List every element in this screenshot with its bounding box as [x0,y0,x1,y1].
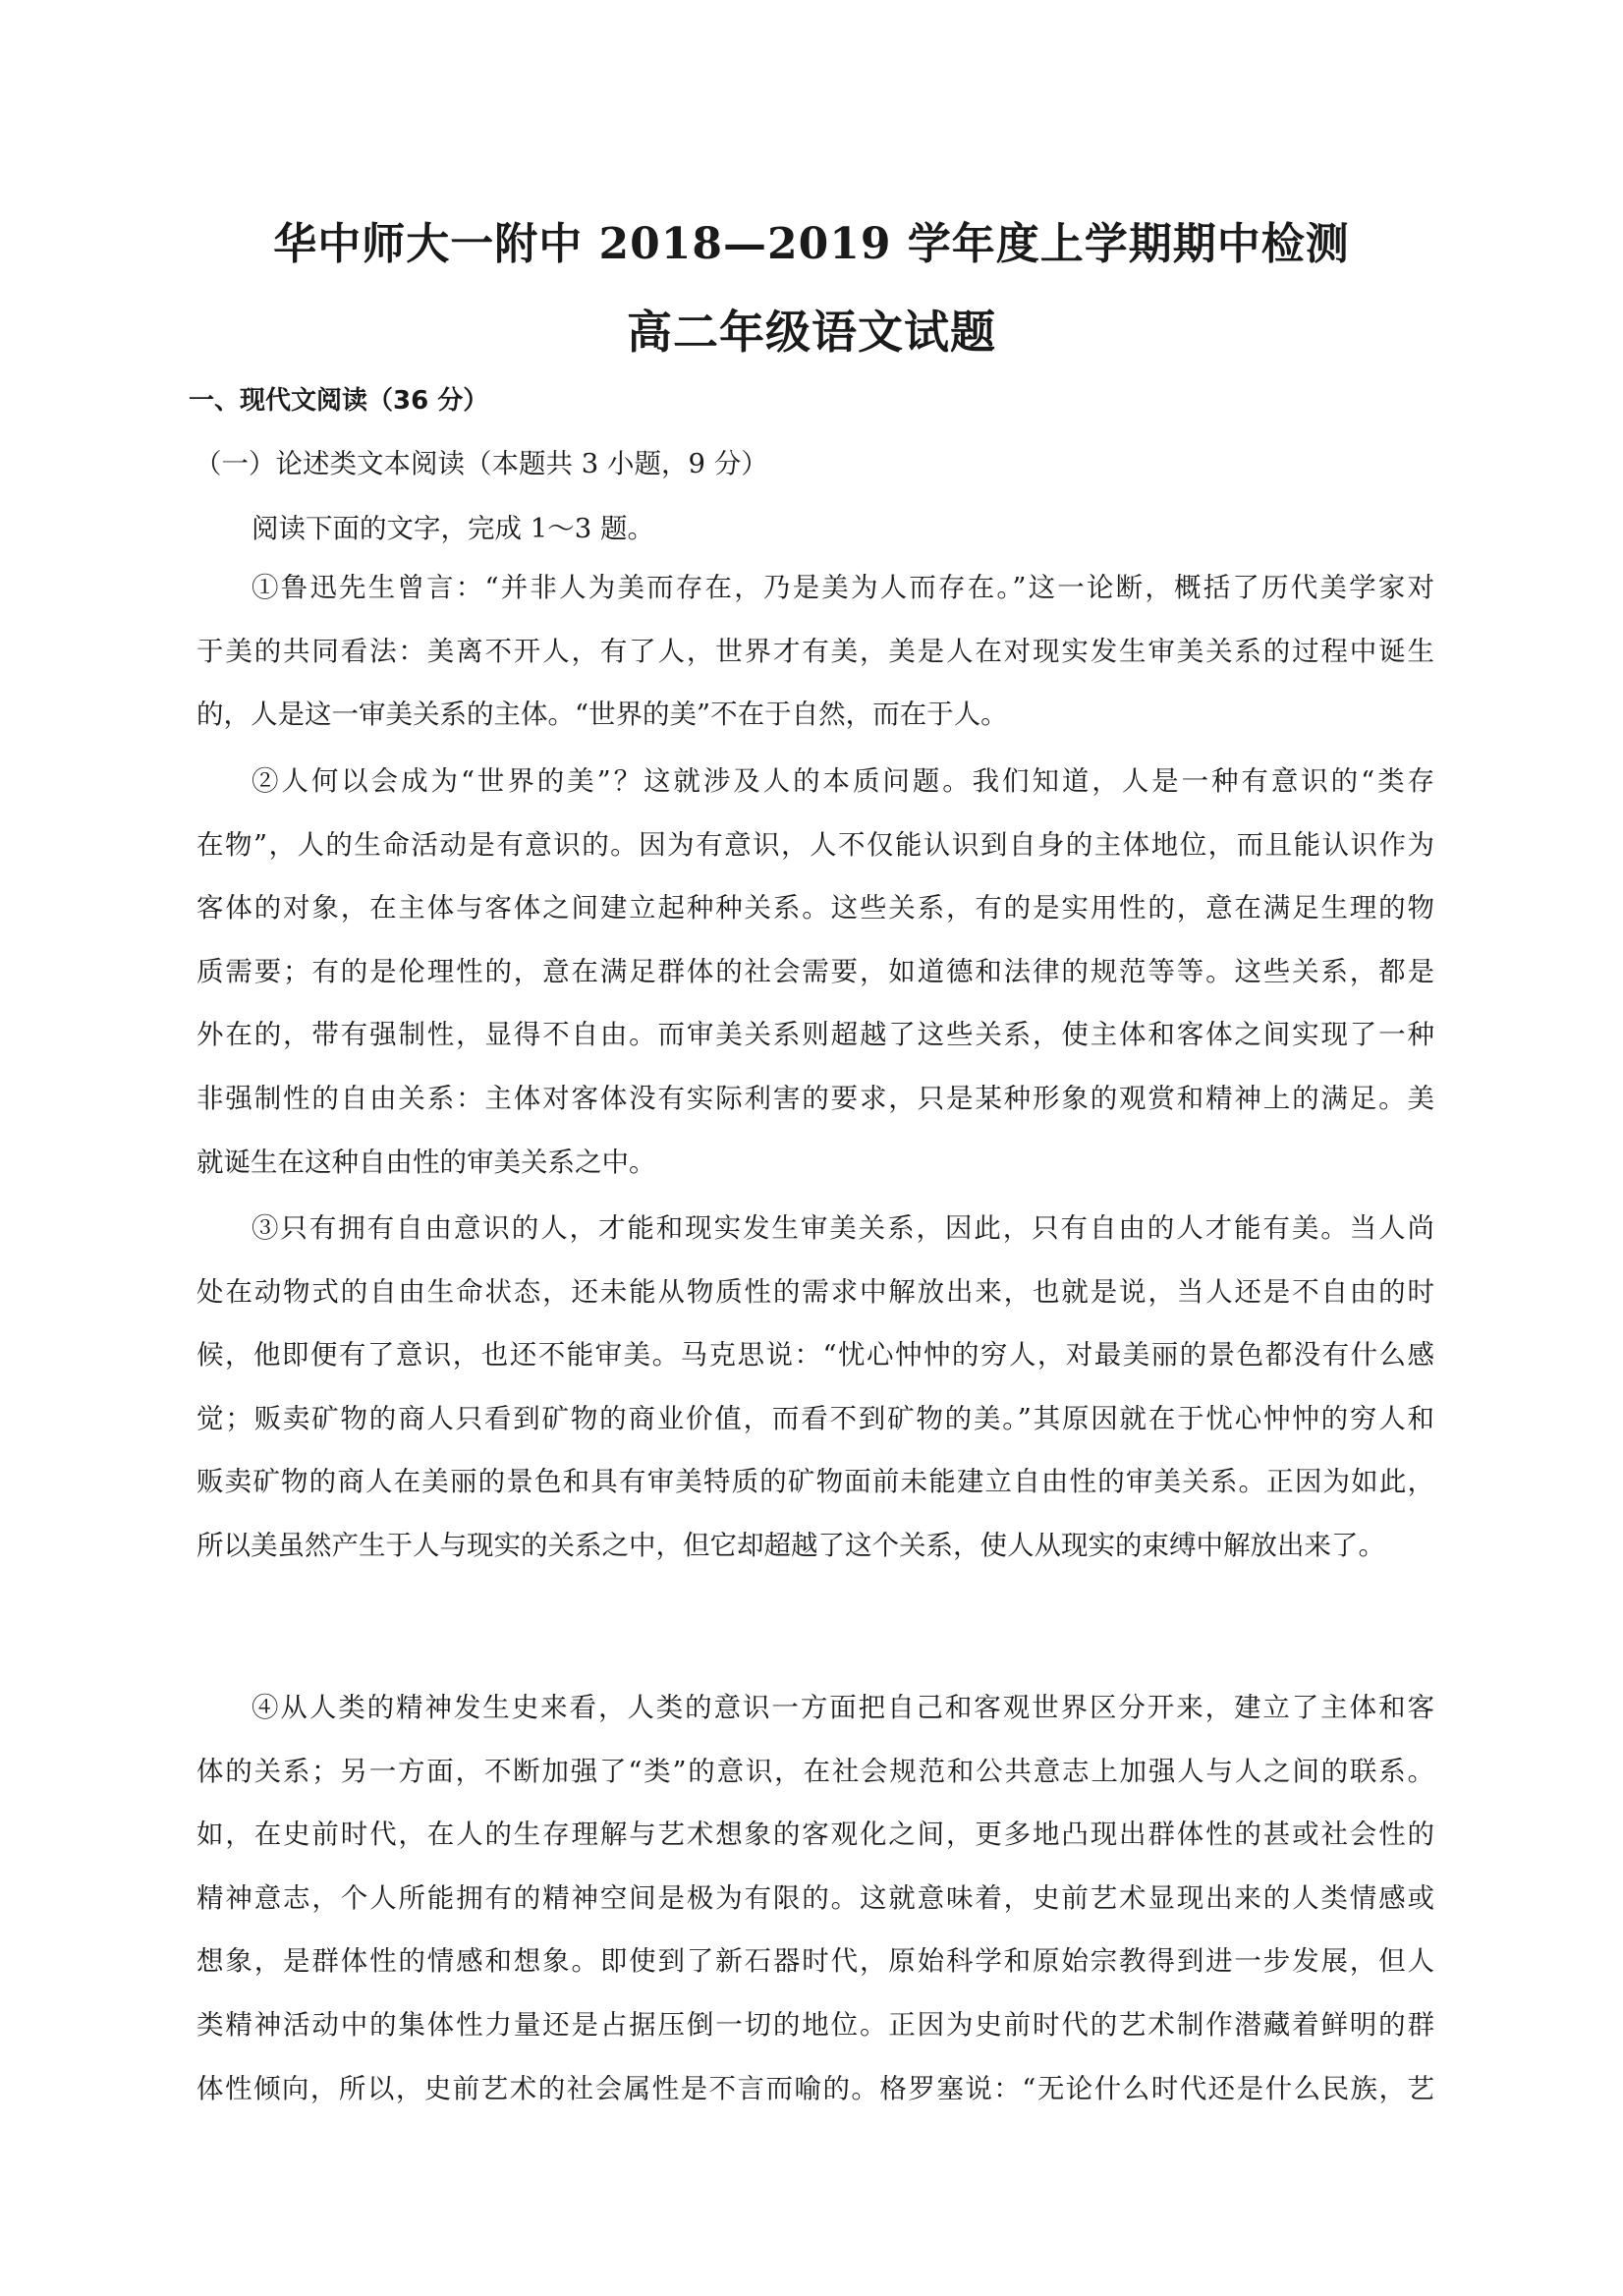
paragraph-line: 非强制性的自由关系：主体对客体没有实际利害的要求，只是某种形象的观赏和精神上的满足。美 [196,1082,1434,1114]
reading-instruction: 阅读下面的文字，完成 1～3 题。 [252,513,654,544]
paragraph-line: 如，在史前时代，在人的生存理解与艺术想象的客观化之间，更多地凸现出群体性的甚或社会性的 [196,1819,1434,1851]
paragraph-line: 贩卖矿物的商人在美丽的景色和具有审美特质的矿物面前未能建立自由性的审美关系。正因为如此， [196,1466,1434,1498]
paragraph-line: 在物”，人的生命活动是有意识的。因为有意识，人不仅能认识到自身的主体地位，而且能认识作为 [196,828,1434,861]
paragraph-line: 想象，是群体性的情感和想象。即使到了新石器时代，原始科学和原始宗教得到进一步发展，但人 [196,1945,1434,1978]
paragraph-1 [196,568,1434,758]
paragraph-line: 于美的共同看法：美离不开人，有了人，世界才有美，美是人在对现实发生审美关系的过程中诞生 [196,635,1434,667]
paragraph-line: 就诞生在这种自由性的审美关系之中。 [196,1146,656,1178]
paragraph-line: 所以美虽然产生于人与现实的关系之中，但它却超越了这个关系，使人从现实的束缚中解放出来了。 [196,1529,1385,1561]
paragraph-line: 类精神活动中的集体性力量还是占据压倒一切的地位。正因为史前时代的艺术制作潜藏着鲜明的群 [196,2008,1434,2041]
paragraph-line: 精神意志，个人所能拥有的精神空间是极为有限的。这就意味着，史前艺术显现出来的人类情感或 [196,1881,1434,1914]
paragraph-3 [196,1208,1434,1590]
paragraph-line: 体的关系；另一方面，不断加强了“类”的意识，在社会规范和公共意志上加强人与人之间的联系。 [196,1755,1434,1787]
paragraph-line: 处在动物式的自由生命状态，还未能从物质性的需求中解放出来，也就是说，当人还是不自由的时 [196,1275,1434,1308]
paragraph-line: 质需要；有的是伦理性的，意在满足群体的社会需要，如道德和法律的规范等等。这些关系，都是 [196,955,1434,987]
paragraph-line: 觉；贩卖矿物的商人只看到矿物的商业价值，而看不到矿物的美。”其原因就在于忧心忡忡的穷人和 [196,1402,1434,1434]
paragraph-4 [196,1688,1434,2132]
subsection-heading: （一）论述类文本阅读（本题共 3 小题，9 分） [195,448,768,479]
section-heading: 一、现代文阅读（36 分） [189,386,489,416]
paragraph-line: 外在的，带有强制性，显得不自由。而审美关系则超越了这些关系，使主体和客体之间实现了一种 [196,1019,1434,1051]
paragraph-line: 候，他即便有了意识，也还不能审美。马克思说：“忧心忡忡的穷人，对最美丽的景色都没有什么感 [196,1339,1434,1372]
paragraph-line: ①鲁迅先生曾言：“并非人为美而存在，乃是美为人而存在。”这一论断，概括了历代美学家对 [252,572,1434,603]
paragraph-line: ④从人类的精神发生史来看，人类的意识一方面把自己和客观世界区分开来，建立了主体和客 [252,1692,1434,1723]
paragraph-line: ③只有拥有自由意识的人，才能和现实发生审美关系，因此，只有自由的人才能有美。当人尚 [252,1212,1434,1244]
paragraph-line: 的，人是这一审美关系的主体。“世界的美”不在于自然，而在于人。 [196,699,1008,731]
paragraph-line: 体性倾向，所以，史前艺术的社会属性是不言而喻的。格罗塞说：“无论什么时代还是什么民族，艺 [196,2072,1434,2104]
paragraph-line: 客体的对象，在主体与客体之间建立起种种关系。这些关系，有的是实用性的，意在满足生理的物 [196,892,1434,924]
paragraph-2 [196,761,1434,1205]
exam-subtitle: 高二年级语文试题 [627,306,996,359]
paragraph-line: ②人何以会成为“世界的美”？这就涉及人的本质问题。我们知道，人是一种有意识的“类存 [252,765,1434,797]
exam-title: 华中师大一附中 2018—2019 学年度上学期期中检测 [273,219,1350,269]
